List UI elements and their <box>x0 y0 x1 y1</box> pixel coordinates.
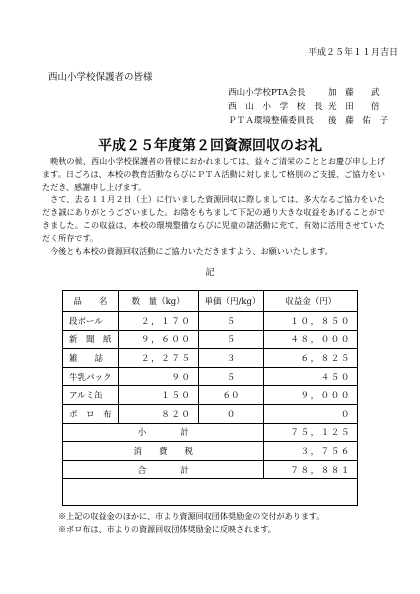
item-quantity: ９，６００ <box>118 330 198 349</box>
sender-block <box>228 86 388 128</box>
total-label: 合 計 <box>63 460 264 479</box>
body-paragraph: さて、去る１１月２日（土）に行いました資源回収に際しましては、多大なるご協力をいただき誠にありがとうございました。お陰をもちまして下記の通り大きな収益をあげることができました。この収益は、本校の環境整備ならびに児童の諸活動に充て、有効に活用させていただく所存です。 <box>42 194 385 243</box>
item-unit-price: ５ <box>198 312 264 331</box>
item-unit-price: ０ <box>198 404 264 423</box>
table-header-row <box>63 291 358 312</box>
item-name: 段ボール <box>63 312 119 331</box>
item-unit-price: ３ <box>198 349 264 368</box>
footnote: ※ボロ布は、市よりの資源回収団体奨励金に反映されます。 <box>58 524 276 534</box>
item-revenue: ４５０ <box>264 367 358 386</box>
body-paragraph: 今後とも本校の資源回収活動にご協力いただきますよう、お願いいたします。 <box>50 245 333 256</box>
sender-name: 光 田 倍 <box>328 102 380 112</box>
item-unit-price: ５ <box>198 330 264 349</box>
sender-row <box>228 100 388 114</box>
tax-row <box>63 442 358 461</box>
body-paragraph: 晩秋の候、西山小学校保護者の皆様におかれましては、益々ご清栄のこととお慶び申し上げます。日ごろは、本校の教育活動ならびにＰＴＡ活動に対しまして格別のご支援、ご協力をいただき、感謝申し上げます。 <box>42 156 385 192</box>
sender-name: 後 藤 佑 子 <box>328 116 389 126</box>
item-revenue: ６，８２５ <box>264 349 358 368</box>
sender-role: 西 山 小 学 校 長 <box>228 102 323 112</box>
sender-row <box>228 114 388 128</box>
tax-label: 消 費 税 <box>63 442 264 461</box>
item-revenue: ４８，０００ <box>264 330 358 349</box>
recycling-table <box>62 290 358 479</box>
item-name: ボ ロ 布 <box>63 404 119 423</box>
header-revenue: 収益金（円） <box>264 291 358 312</box>
header-quantity: 数 量（kg） <box>118 291 198 312</box>
footnotes <box>58 510 324 536</box>
item-quantity: ２，２７５ <box>118 349 198 368</box>
item-revenue: １０，８５０ <box>264 312 358 331</box>
table-row <box>63 330 358 349</box>
ki-heading: 記 <box>205 268 215 278</box>
item-quantity: １５０ <box>118 386 198 405</box>
item-revenue: ０ <box>264 404 358 423</box>
table-row <box>63 386 358 405</box>
item-name: 新 聞 紙 <box>63 330 119 349</box>
header-unit-price: 単価（円/kg） <box>198 291 264 312</box>
sender-row <box>228 86 388 100</box>
item-name: アルミ缶 <box>63 386 119 405</box>
item-name: 雑 誌 <box>63 349 119 368</box>
item-quantity: ８２０ <box>118 404 198 423</box>
item-name: 牛乳パック <box>63 367 119 386</box>
letter-body <box>42 155 385 257</box>
table-row <box>63 312 358 331</box>
item-quantity: ２，１７０ <box>118 312 198 331</box>
header-item: 品 名 <box>63 291 119 312</box>
tax-value: ３，７５６ <box>264 442 358 461</box>
subtotal-label: 小 計 <box>63 423 264 442</box>
total-value: ７８，８８１ <box>264 460 358 479</box>
addressee: 西山小学校保護者の皆様 <box>48 72 153 83</box>
sender-name: 加 藤 武 <box>328 88 380 98</box>
item-unit-price: ６０ <box>198 386 264 405</box>
table-row <box>63 349 358 368</box>
total-row <box>63 460 358 479</box>
subtotal-row <box>63 423 358 442</box>
sender-role: 西山小学校PTA会長 <box>228 88 306 98</box>
footnote: ※上記の収益金のほかに、市より資源回収団体奨励金の交付があります。 <box>58 511 325 521</box>
item-revenue: ９，０００ <box>264 386 358 405</box>
letter-title: 平成２５年度第２回資源回収のお礼 <box>98 138 322 154</box>
subtotal-value: ７５，１２５ <box>264 423 358 442</box>
table-row <box>63 367 358 386</box>
sender-role: ＰＴＡ環境整備委員長 <box>228 116 314 126</box>
table-row <box>63 404 358 423</box>
item-quantity: ９０ <box>118 367 198 386</box>
item-unit-price: ５ <box>198 367 264 386</box>
letter-date: 平成２５年１１月吉日 <box>307 48 398 58</box>
